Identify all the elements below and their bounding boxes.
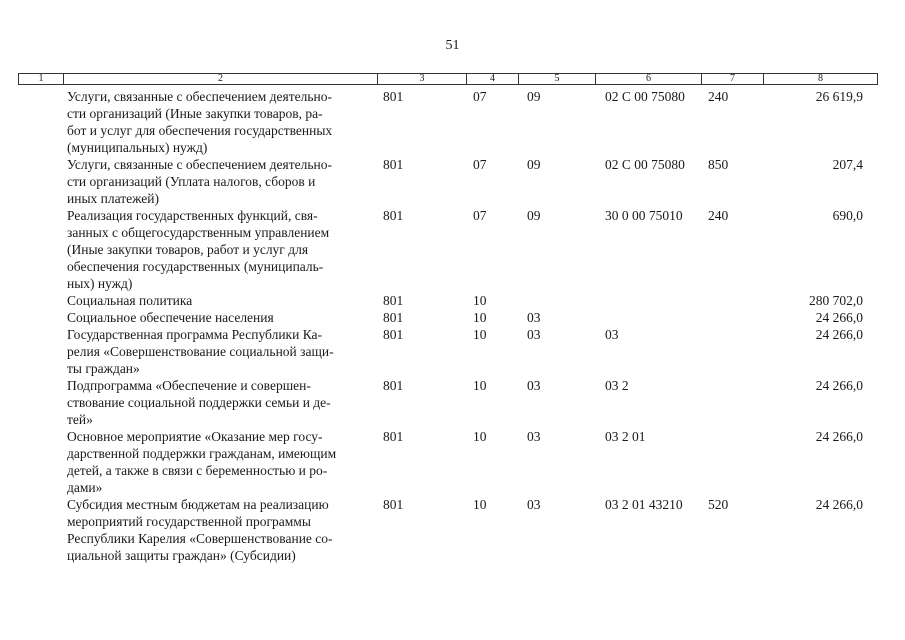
row-section-code: 07 (473, 89, 487, 104)
row-name: Субсидия местным бюджетам на реализацию мероприятий государственной программы Республики Карелия «Совершенствование со- циальной защиты граждан» (Субсидии) (67, 497, 333, 563)
row-section-code: 10 (473, 327, 487, 342)
row-name: Социальное обеспечение населения (67, 310, 274, 325)
table-row (0, 156, 905, 207)
column-header-6: 6 (596, 74, 702, 84)
column-header-8: 8 (818, 73, 823, 84)
row-department-code: 801 (383, 429, 404, 444)
row-target-article-code: 02 С 00 75080 (605, 89, 685, 104)
row-section-code: 10 (473, 310, 487, 325)
table-row (0, 377, 905, 428)
row-expense-type-code: 240 (708, 208, 729, 223)
column-header-5: 5 (519, 74, 596, 84)
row-subsection-code: 09 (527, 157, 541, 172)
row-amount: 24 266,0 (815, 310, 863, 325)
row-subsection-code: 09 (527, 208, 541, 223)
row-amount: 26 619,9 (815, 89, 863, 104)
column-header-7: 7 (702, 74, 764, 84)
row-department-code: 801 (383, 310, 404, 325)
row-name: Социальная политика (67, 293, 193, 308)
column-number-header (18, 73, 878, 85)
row-name: Услуги, связанные с обеспечением деятельно- сти организаций (Иные закупки товаров, ра- бот и услуг для обеспечения государственных (муниципальных) нужд) (67, 89, 333, 155)
row-department-code: 801 (383, 497, 404, 512)
row-amount: 280 702,0 (809, 293, 863, 308)
row-name: Услуги, связанные с обеспечением деятельно- сти организаций (Уплата налогов, сборов и иных платежей) (67, 157, 333, 206)
row-expense-type-code: 850 (708, 157, 729, 172)
table-row (0, 326, 905, 377)
table-row (0, 309, 905, 326)
row-section-code: 10 (473, 497, 487, 512)
row-section-code: 10 (473, 378, 487, 393)
column-header-3: 3 (378, 74, 467, 84)
row-department-code: 801 (383, 293, 404, 308)
row-subsection-code: 03 (527, 429, 541, 444)
column-header-1: 1 (19, 74, 64, 84)
row-department-code: 801 (383, 327, 404, 342)
row-target-article-code: 02 С 00 75080 (605, 157, 685, 172)
row-amount: 24 266,0 (815, 429, 863, 444)
column-header-4: 4 (467, 74, 519, 84)
row-expense-type-code: 240 (708, 89, 729, 104)
row-subsection-code: 03 (527, 378, 541, 393)
table-row (0, 292, 905, 309)
column-header-2: 2 (64, 74, 378, 84)
table-row (0, 88, 905, 156)
row-department-code: 801 (383, 378, 404, 393)
row-subsection-code: 09 (527, 89, 541, 104)
row-name: Основное мероприятие «Оказание мер госу- дарственной поддержки гражданам, имеющим детей, а также в связи с беременностью и ро- дами» (67, 429, 337, 495)
row-target-article-code: 03 2 (605, 378, 629, 393)
row-target-article-code: 30 0 00 75010 (605, 208, 683, 223)
row-name: Реализация государственных функций, свя- занных с общегосударственным управлением (Иные закупки товаров, работ и услуг для обеспечения государственных (муниципаль- ных) нужд) (67, 208, 330, 291)
row-target-article-code: 03 2 01 43210 (605, 497, 683, 512)
row-name: Государственная программа Республики Ка- релия «Совершенствование социальной защи- ты граждан» (67, 327, 334, 376)
row-department-code: 801 (383, 89, 404, 104)
table-row (0, 207, 905, 292)
row-section-code: 10 (473, 429, 487, 444)
row-target-article-code: 03 (605, 327, 619, 342)
row-section-code: 07 (473, 157, 487, 172)
row-target-article-code: 03 2 01 (605, 429, 646, 444)
row-expense-type-code: 520 (708, 497, 729, 512)
budget-table-body (0, 88, 905, 564)
row-subsection-code: 03 (527, 310, 541, 325)
table-row (0, 496, 905, 564)
row-subsection-code: 03 (527, 497, 541, 512)
row-name: Подпрограмма «Обеспечение и совершен- ствование социальной поддержки семьи и де- тей» (67, 378, 331, 427)
row-amount: 24 266,0 (815, 497, 863, 512)
row-section-code: 10 (473, 293, 487, 308)
page-number: 51 (445, 38, 460, 53)
row-amount: 690,0 (832, 208, 863, 223)
row-amount: 207,4 (832, 157, 863, 172)
row-section-code: 07 (473, 208, 487, 223)
row-department-code: 801 (383, 208, 404, 223)
table-row (0, 428, 905, 496)
row-subsection-code: 03 (527, 327, 541, 342)
row-amount: 24 266,0 (815, 378, 863, 393)
row-amount: 24 266,0 (815, 327, 863, 342)
row-department-code: 801 (383, 157, 404, 172)
